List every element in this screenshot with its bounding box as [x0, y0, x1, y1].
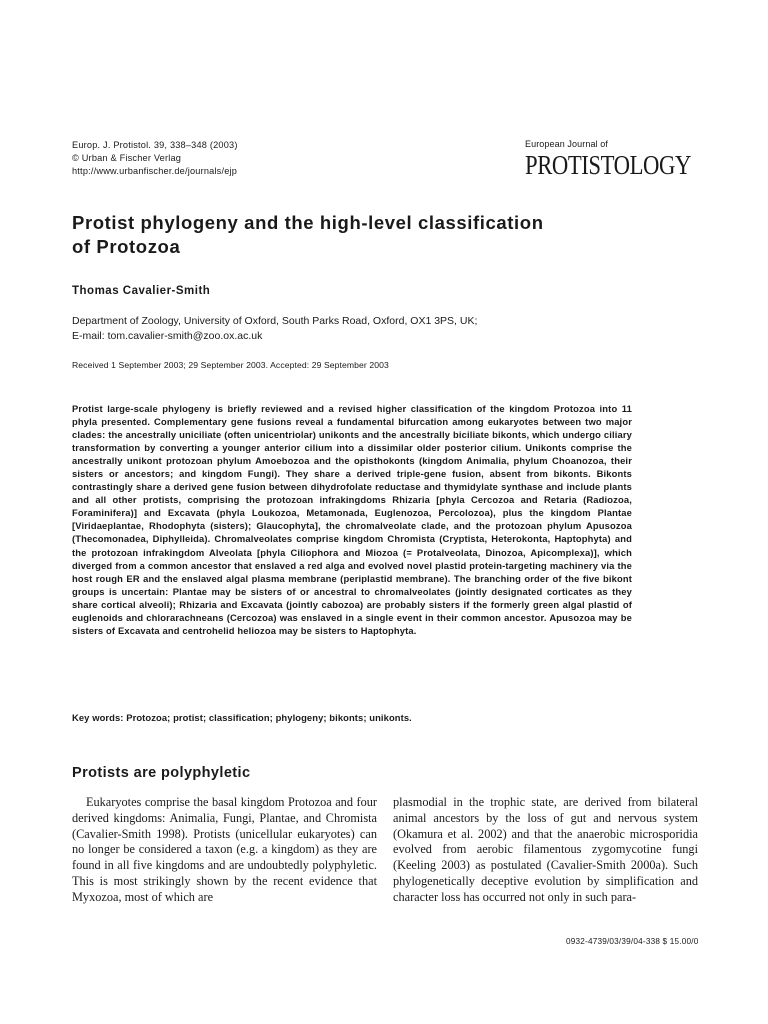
journal-name-big: PROTISTOLOGY: [525, 150, 691, 180]
section-heading: Protists are polyphyletic: [72, 765, 251, 781]
abstract: Protist large-scale phylogeny is briefly reviewed and a revised higher classification of the kingdom Protozoa into 11 phyla presented. Complementary gene fusions reveal a fundamental bifurcation among eukaryotes between two major clades: the ancestrally uniciliate (often unicentriolar) unikonts and the ancestrally biciliate bikonts, which undergo ciliary transformation by converting a younger anterior cilium into a dissimilar older posterior cilium. Unikonts comprise the ancestrally unikont protozoan phylum Amoebozoa and the opisthokonts (kingdom Animalia, phylum Choanozoa, their sisters or ancestors; and kingdom Fungi). They share a derived triple-gene fusion, absent from bikonts. Bikonts contrastingly share a derived gene fusion between dihydrofolate reductase and thymidylate synthase and include plants and all other protists, comprising the protozoan infrakingdoms Rhizaria [phyla Cercozoa and Retaria (Radiozoa, Foraminifera)] and Excavata (phyla Loukozoa, Metamonada, Euglenozoa, Percolozoa), plus the kingdom Plantae [Viridaeplantae, Rhodophyta (sisters); Glaucophyta], the chromalveolate clade, and the protozoan phylum Apusozoa (Thecomonadea, Diphylleida). Chromalveolates comprise kingdom Chromista (Cryptista, Heterokonta, Haptophyta) and the protozoan infrakingdom Alveolata [phyla Ciliophora and Miozoa (= Protalveolata, Dinozoa, Apicomplexa)], which diverged from a common ancestor that enslaved a red alga and evolved novel plastid protein-targeting machinery via the host rough ER and the enslaved algal plasma membrane (periplastid membrane). The branching order of the five bikont groups is uncertain: Plantae may be sisters of or ancestral to chromalveolates (jointly designated corticates as they share cortical alveoli); Rhizaria and Excavata (jointly cabozoa) are probably sisters if the formerly green algal plastid of euglenoids and chlorarachneans (Cercozoa) was enslaved in a single event in their common ancestor. Apusozoa may be sisters of Excavata and centrohelid heliozoa may be sisters to Haptophyta.: [72, 403, 632, 636]
citation-line-copyright: © Urban & Fischer Verlag: [72, 153, 182, 163]
received-dates: Received 1 September 2003; 29 September 2003. Accepted: 29 September 2003: [72, 360, 389, 370]
journal-name-small: European Journal of: [525, 139, 608, 149]
body-column-left: Eukaryotes comprise the basal kingdom Protozoa and four derived kingdoms: Animalia, Fungi, Plantae, and Chromista (Cavalier-Smith 1998). Protists (unicellular eukaryotes) can no longer be considered a taxon (e.g. a kingdom) as they are found in all five kingdoms and are undoubtedly polyphyletic. This is most strikingly shown by the recent evidence that Myxozoa, most of which are: [72, 795, 377, 904]
citation-line-volume: Europ. J. Protistol. 39, 338–348 (2003): [72, 140, 238, 150]
article-title-line-2: of Protozoa: [72, 236, 181, 257]
keywords-list: Protozoa; protist; classification; phylogeny; bikonts; unikonts.: [123, 712, 412, 723]
keywords: [72, 712, 412, 723]
author-name: Thomas Cavalier-Smith: [72, 285, 211, 297]
publisher-code: 0932-4739/03/39/04-338 $ 15.00/0: [566, 937, 699, 946]
article-title-line-1: Protist phylogeny and the high-level classification: [72, 212, 544, 233]
journal-logo: [525, 139, 723, 180]
affiliation-address: Department of Zoology, University of Oxford, South Parks Road, Oxford, OX1 3PS, UK;: [72, 315, 478, 327]
citation-block: [72, 139, 238, 178]
keywords-label: Key words:: [72, 712, 124, 723]
citation-line-url: http://www.urbanfischer.de/journals/ejp: [72, 166, 238, 176]
body-column-right: plasmodial in the trophic state, are derived from bilateral animal ancestors by the loss of gut and nervous system (Okamura et al. 2002) and that the anaerobic microsporidia evolved from aerobic filamentous zygomycotine fungi (Keeling 2003) as postulated (Cavalier-Smith 2000a). Such phylogenetically deceptive evolution by simplification and character loss has occurred not only in such para-: [393, 795, 698, 904]
affiliation-email: E-mail: tom.cavalier-smith@zoo.ox.ac.uk: [72, 330, 263, 342]
affiliation: [72, 314, 632, 344]
article-title: [72, 211, 632, 259]
